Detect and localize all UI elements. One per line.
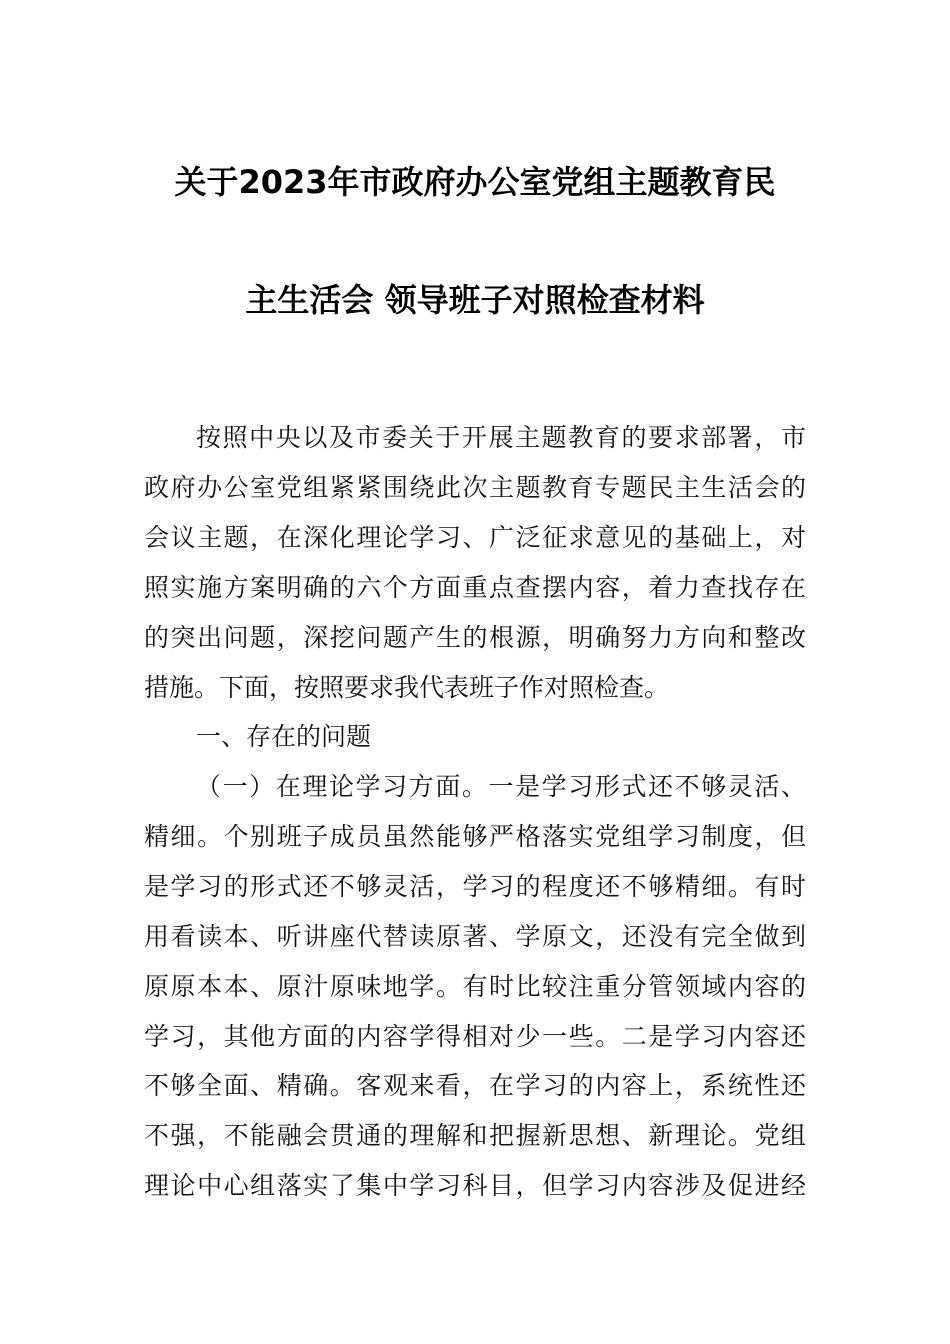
paragraph-2-line-1: （一）在理论学习方面。一是学习形式还不够灵活、 <box>196 772 806 801</box>
paragraph-2-line-8: 不强，不能融会贯通的理解和把握新思想、新理论。党组 <box>144 1121 806 1150</box>
paragraph-2-line-4: 用看读本、听讲座代替读原著、学原文，还没有完全做到 <box>144 922 806 951</box>
paragraph-2-line-6: 学习，其他方面的内容学得相对少一些。二是学习内容还 <box>144 1022 806 1051</box>
paragraph-1-line-2: 政府办公室党组紧紧围绕此次主题教育专题民主生活会的 <box>144 473 806 502</box>
document-title-line-2: 主生活会 领导班子对照检查材料 <box>245 281 705 319</box>
paragraph-1-line-4: 照实施方案明确的六个方面重点查摆内容，着力查找存在 <box>144 573 806 602</box>
paragraph-1-line-3: 会议主题，在深化理论学习、广泛征求意见的基础上，对 <box>144 523 806 552</box>
paragraph-1-line-5: 的突出问题，深挖问题产生的根源，明确努力方向和整改 <box>144 623 806 652</box>
paragraph-2-line-2: 精细。个别班子成员虽然能够严格落实党组学习制度，但 <box>144 822 806 851</box>
section-heading: 一、存在的问题 <box>196 722 372 751</box>
paragraph-1-line-6: 措施。下面，按照要求我代表班子作对照检查。 <box>144 673 670 702</box>
paragraph-1-line-1: 按照中央以及市委关于开展主题教育的要求部署，市 <box>196 423 806 452</box>
paragraph-2-line-7: 不够全面、精确。客观来看，在学习的内容上，系统性还 <box>144 1071 806 1100</box>
paragraph-2-line-3: 是学习的形式还不够灵活，学习的程度还不够精细。有时 <box>144 872 806 901</box>
paragraph-2-line-5: 原原本本、原汁原味地学。有时比较注重分管领域内容的 <box>144 972 806 1001</box>
paragraph-2-line-9: 理论中心组落实了集中学习科目，但学习内容涉及促进经 <box>144 1171 806 1200</box>
document-title-line-1: 关于2023年市政府办公室党组主题教育民 <box>174 163 776 201</box>
